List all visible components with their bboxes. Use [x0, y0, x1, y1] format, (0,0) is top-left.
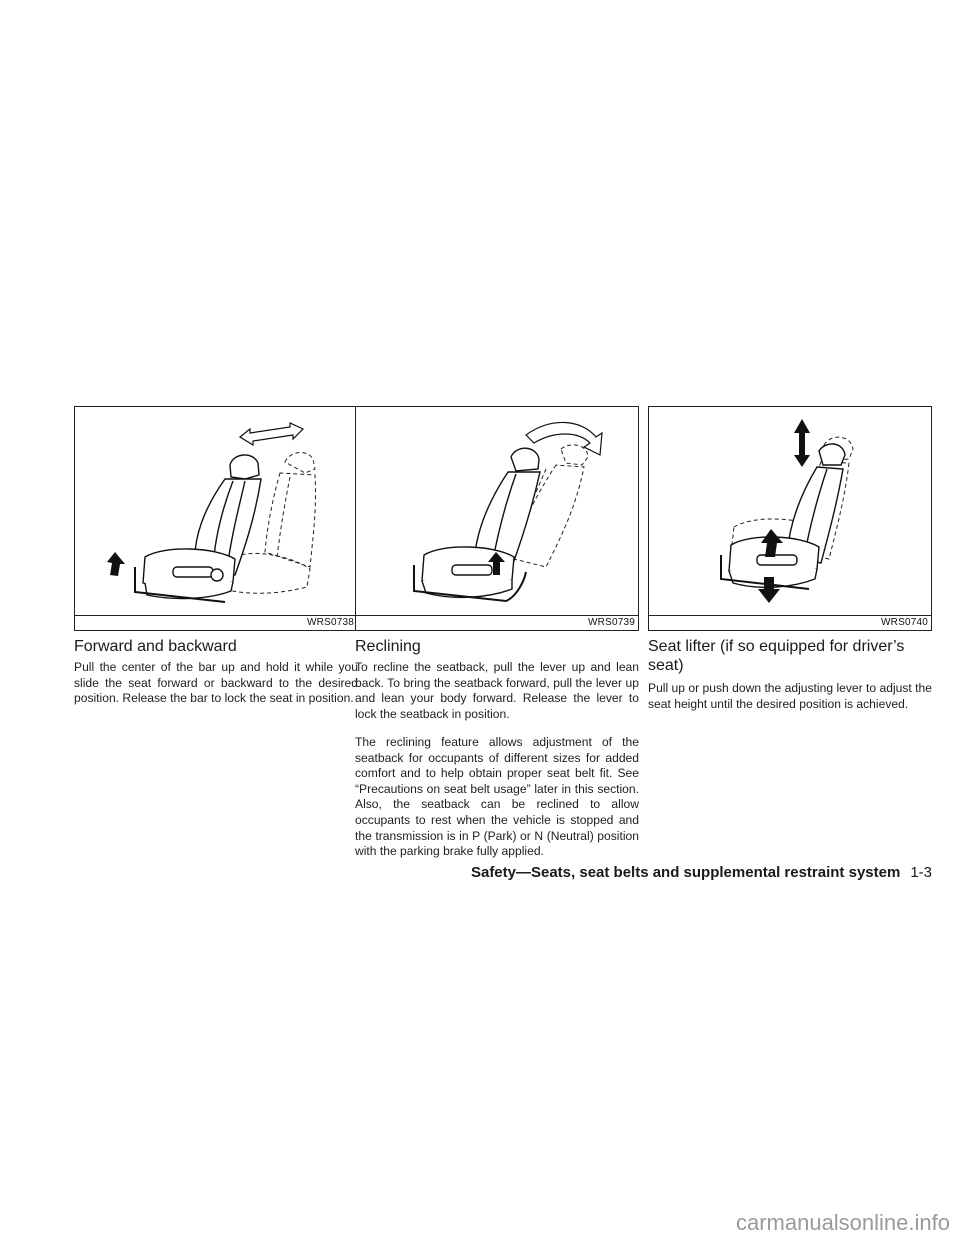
figure-caption-bar — [75, 615, 357, 630]
page-number: 1-3 — [910, 864, 932, 881]
figure-code: WRS0738 — [307, 617, 354, 628]
heading-reclining: Reclining — [355, 638, 421, 655]
page-footer — [471, 863, 932, 883]
watermark: carmanualsonline.info — [735, 1210, 950, 1235]
figure-reclining — [355, 406, 639, 631]
heading-seat-lifter: Seat lifter (if so equipped for driver’s seat) — [648, 638, 905, 674]
seat-slide-illustration — [75, 407, 357, 617]
heading-forward-backward: Forward and backward — [74, 638, 237, 655]
paragraph-forward-backward: Pull the center of the bar up and hold it while you slide the seat forward or backward to the desired position. Release the bar to lock the seat in position. — [74, 660, 358, 706]
footer-section-title: Safety—Seats, seat belts and supplemental restraint system — [470, 864, 901, 881]
figure-forward-backward — [74, 406, 358, 631]
figure-caption-bar — [649, 615, 931, 630]
figure-code: WRS0739 — [588, 617, 635, 628]
figure-code: WRS0740 — [881, 617, 928, 628]
figure-caption-bar — [356, 615, 638, 630]
paragraph-seat-lifter: Pull up or push down the adjusting lever to adjust the seat height until the desired position is achieved. — [648, 681, 932, 711]
paragraph-reclining-2: The reclining feature allows adjustment of the seatback for occupants of different sizes for added comfort and to help obtain proper seat belt fit. See “Precautions on seat belt usage” later in this section. Also, the seatback can be reclined to allow occupants to rest when the vehicle is stopped and the transmission is in P (Park) or N (Neutral) position with the parking brake fully applied. — [355, 735, 639, 859]
figure-seat-lifter — [648, 406, 932, 631]
paragraph-reclining-1: To recline the seatback, pull the lever up and lean back. To bring the seatback forward, pull the lever up and lean your body forward. Release the lever to lock the seatback in position. — [355, 660, 639, 721]
seat-recline-illustration — [356, 407, 638, 617]
seat-lifter-illustration — [649, 407, 931, 617]
